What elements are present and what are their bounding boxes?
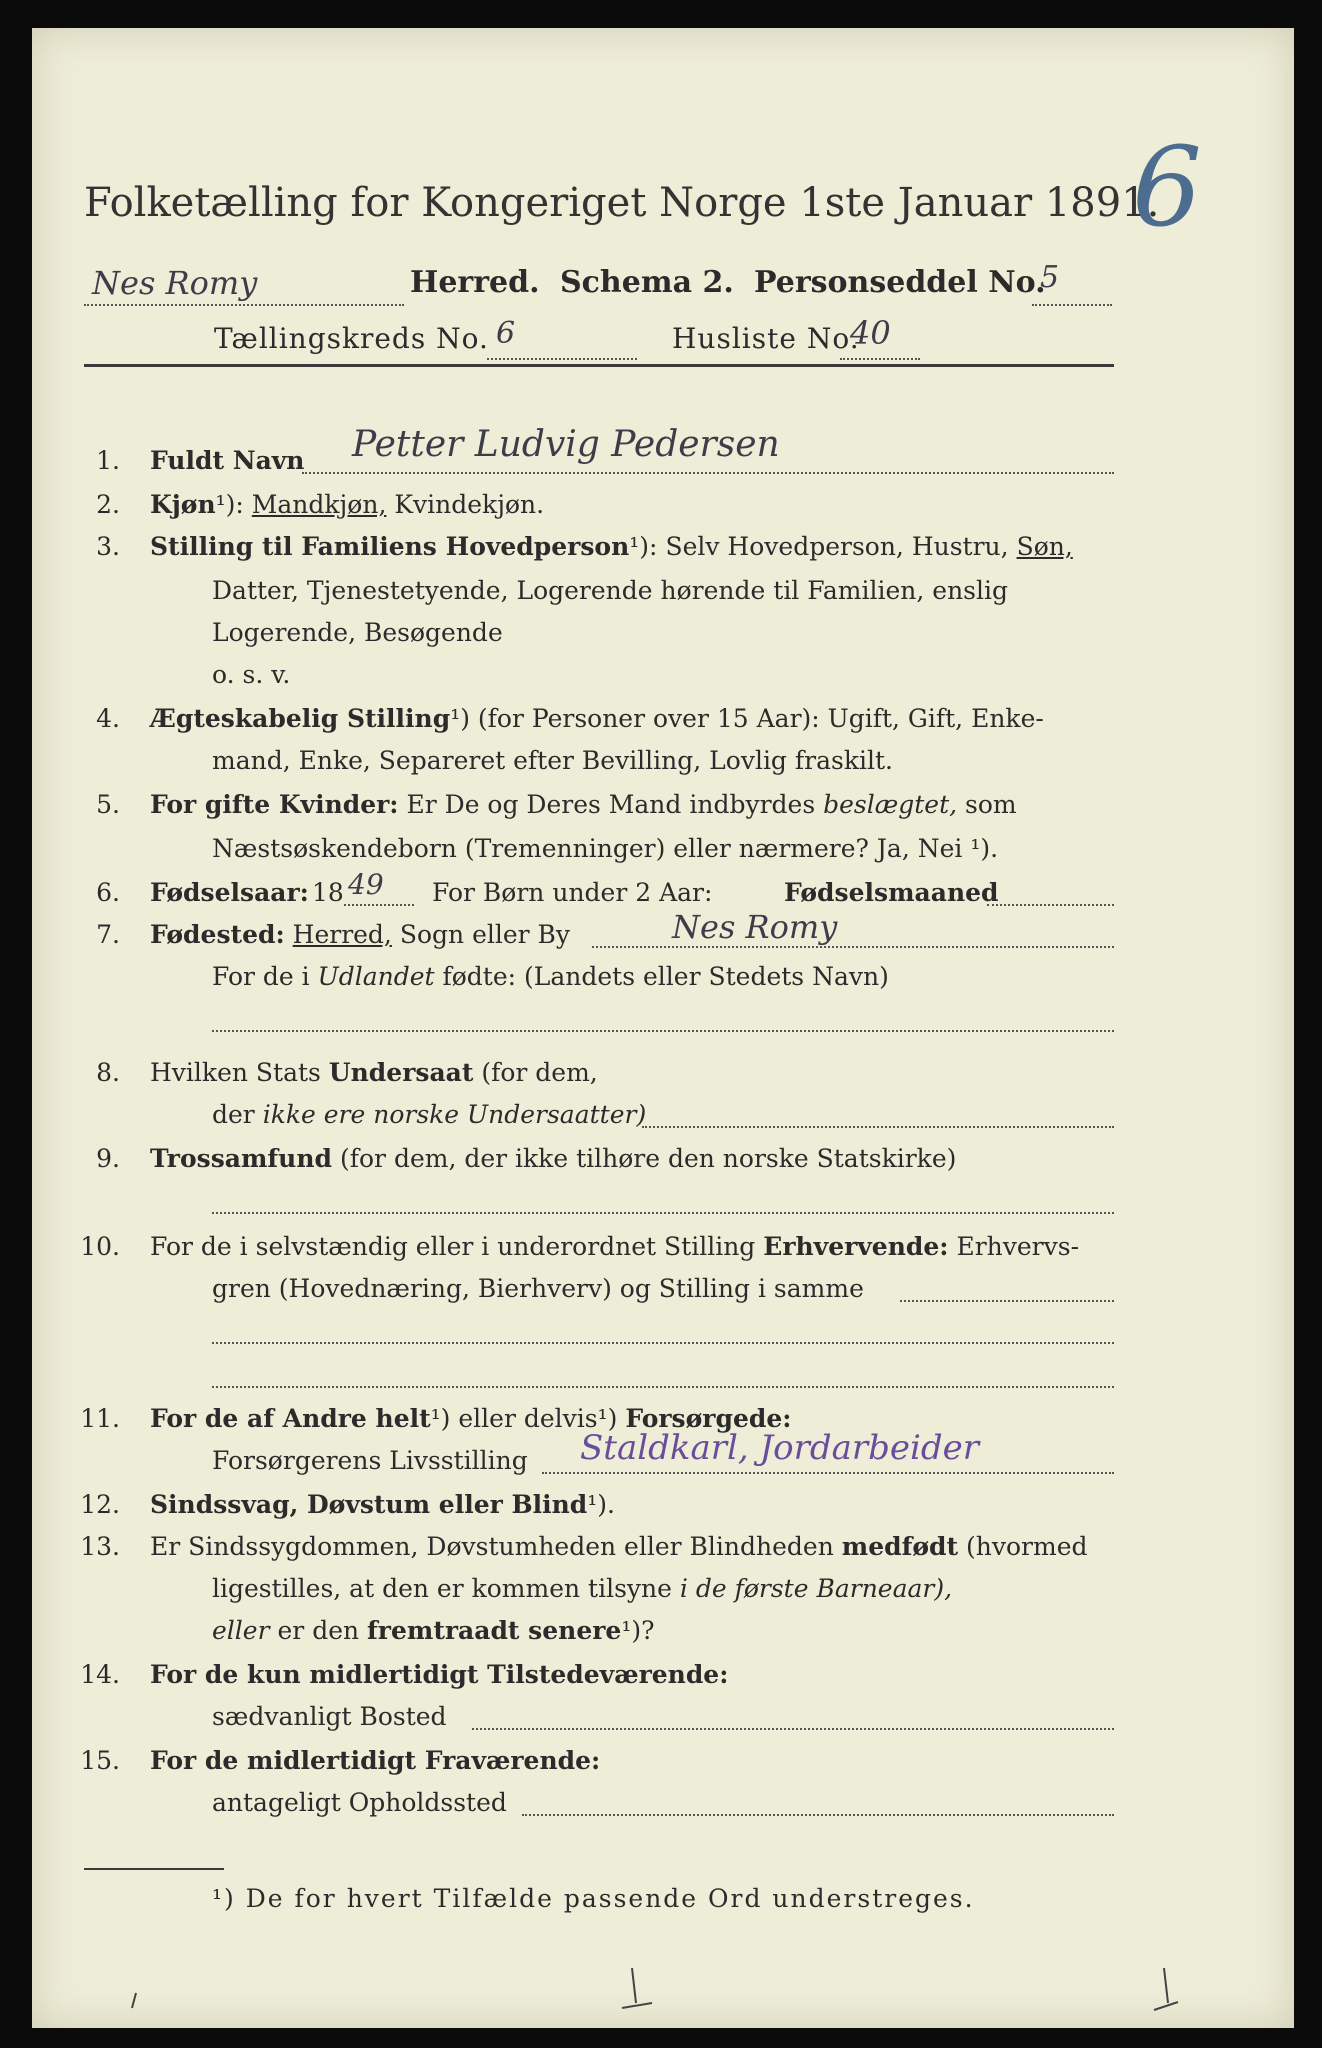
item-number: 7. bbox=[96, 920, 120, 949]
q14-line2: sædvanligt Bosted bbox=[212, 1702, 447, 1731]
q2-opt1: Mandkjøn, bbox=[251, 490, 387, 519]
q11-answer: Staldkarl, Jordarbeider bbox=[580, 1428, 980, 1468]
q11-line1c: ¹) bbox=[597, 1404, 618, 1433]
header-rule bbox=[84, 364, 1114, 367]
q13-line2a: ligestilles, at den er kommen tilsyne bbox=[212, 1574, 672, 1603]
q3-line4: o. s. v. bbox=[212, 660, 291, 689]
item-number: 12. bbox=[80, 1490, 120, 1519]
q10-line-c bbox=[212, 1386, 1114, 1388]
herred-label: Herred. bbox=[410, 265, 540, 300]
footnote: ¹) De for hvert Tilfælde passende Ord understreges. bbox=[212, 1884, 975, 1913]
husliste-value: 40 bbox=[850, 314, 891, 352]
item-number: 1. bbox=[96, 446, 120, 475]
item-number: 15. bbox=[80, 1746, 120, 1775]
q4-label: Ægteskabelig Stilling bbox=[150, 704, 451, 733]
q3-label: Stilling til Familiens Hovedperson bbox=[150, 532, 630, 561]
item-number: 3. bbox=[96, 532, 120, 561]
q1-line bbox=[302, 472, 1114, 474]
q13-line3a: eller bbox=[212, 1616, 270, 1645]
item-number: 6. bbox=[96, 878, 120, 907]
q6-label2: Fødselsmaaned bbox=[784, 878, 999, 907]
item-number: 13. bbox=[80, 1532, 120, 1561]
q3-line3: Logerende, Besøgende bbox=[212, 618, 503, 647]
q11-line bbox=[542, 1472, 1114, 1474]
q6-year-line bbox=[344, 904, 414, 906]
q15-label: For de midlertidigt Fraværende: bbox=[150, 1746, 601, 1775]
husliste-label: Husliste No. bbox=[672, 322, 860, 355]
kreds-label: Tællingskreds No. bbox=[214, 322, 489, 355]
q7-line2b: fødte: (Landets eller Stedets Navn) bbox=[442, 962, 889, 991]
q7-line2 bbox=[212, 962, 889, 992]
q7-foreign-line bbox=[212, 1030, 1114, 1032]
herred-line bbox=[84, 304, 404, 306]
q13-line2b: i de første Barneaar), bbox=[679, 1574, 953, 1603]
husliste-line bbox=[840, 358, 920, 360]
q2-label: Kjøn bbox=[150, 490, 216, 519]
q12-sup: ¹). bbox=[587, 1490, 616, 1519]
q13-line3c: ¹)? bbox=[621, 1616, 655, 1645]
q8-line2b: ikke ere norske Undersaatter) bbox=[262, 1100, 647, 1129]
q10-line-a bbox=[900, 1300, 1114, 1302]
q11-line2: Forsørgerens Livsstilling bbox=[212, 1446, 528, 1475]
item-number: 14. bbox=[80, 1660, 120, 1689]
q6-mid: For Børn under 2 Aar: bbox=[432, 878, 713, 907]
q7-udlandet: Udlandet bbox=[317, 962, 435, 991]
kreds-line bbox=[487, 358, 637, 360]
item-number: 8. bbox=[96, 1058, 120, 1087]
q4-line1 bbox=[150, 704, 1044, 734]
q5-line1-rest: Er De og Deres Mand indbyrdes bbox=[406, 790, 816, 819]
q3-line1-rest: Selv Hovedperson, Hustru, bbox=[665, 532, 1009, 561]
q4-line1-rest: ¹) (for Personer over 15 Aar): Ugift, Gift, Enke- bbox=[450, 704, 1044, 733]
q7-label: Fødested: bbox=[150, 920, 285, 949]
q13-line3b: er den bbox=[277, 1616, 360, 1645]
q15-line bbox=[522, 1814, 1114, 1816]
q8-line1b: (for dem, bbox=[481, 1058, 598, 1087]
q6-label: Fødselsaar: bbox=[150, 878, 309, 907]
footnote-rule bbox=[84, 1868, 224, 1870]
q13-line1 bbox=[150, 1532, 1088, 1562]
q8-line bbox=[642, 1126, 1114, 1128]
q7-herred: Herred, bbox=[292, 920, 392, 949]
q12-label: Sindssvag, Døvstum eller Blind bbox=[150, 1490, 588, 1519]
q6-year: 49 bbox=[348, 868, 384, 901]
q13-label: medfødt bbox=[841, 1532, 959, 1561]
q15-line2: antageligt Opholdssted bbox=[212, 1788, 507, 1817]
personseddel-line bbox=[1032, 304, 1112, 306]
q13-line1b: (hvormed bbox=[966, 1532, 1088, 1561]
q9-line bbox=[212, 1212, 1114, 1214]
q9-line1 bbox=[150, 1144, 956, 1174]
personseddel-value: 5 bbox=[1040, 260, 1060, 295]
q3-line2: Datter, Tjenestetyende, Logerende hørende til Familien, enslig bbox=[212, 576, 1009, 605]
personseddel-label: Personseddel No. bbox=[754, 265, 1046, 300]
q5-label: For gifte Kvinder: bbox=[150, 790, 399, 819]
q13-line1a: Er Sindssygdommen, Døvstumheden eller Blindheden bbox=[150, 1532, 834, 1561]
q8-line2 bbox=[212, 1100, 646, 1130]
q8-label: Undersaat bbox=[328, 1058, 474, 1087]
schema-label: Schema 2. bbox=[560, 265, 734, 300]
q9-label: Trossamfund bbox=[150, 1144, 333, 1173]
q5-som: som bbox=[965, 790, 1017, 819]
form-title: Folketælling for Kongeriget Norge 1ste Januar 1891. bbox=[84, 180, 1160, 226]
q2-opt2: Kvindekjøn. bbox=[394, 490, 545, 519]
q1-label: Fuldt Navn bbox=[150, 446, 305, 475]
q10-line1b: Erhvervs- bbox=[956, 1232, 1080, 1261]
q9-rest: (for dem, der ikke tilhøre den norske Statskirke) bbox=[339, 1144, 957, 1173]
q10-line1 bbox=[150, 1232, 1079, 1262]
kreds-value: 6 bbox=[496, 316, 516, 351]
q4-line2: mand, Enke, Separeret efter Bevilling, Lovlig fraskilt. bbox=[212, 746, 893, 775]
q10-line1a: For de i selvstændig eller i underordnet Stilling bbox=[150, 1232, 756, 1261]
bottom-marks bbox=[32, 1958, 1294, 2018]
census-form-page bbox=[32, 28, 1294, 2028]
q1-answer: Petter Ludvig Pedersen bbox=[352, 424, 780, 465]
q3-sup: ¹): bbox=[629, 532, 658, 561]
q8-line1 bbox=[150, 1058, 598, 1088]
q2-sup: ¹): bbox=[215, 490, 244, 519]
q2-line bbox=[150, 490, 544, 520]
q8-line2a: der bbox=[212, 1100, 255, 1129]
q7-line2a: For de i bbox=[212, 962, 310, 991]
item-number: 2. bbox=[96, 490, 120, 519]
q11-line1a: For de af Andre helt bbox=[150, 1404, 431, 1433]
q6-prefix: 18 bbox=[312, 878, 344, 907]
q11-label: Forsørgede: bbox=[625, 1404, 792, 1433]
herred-value: Nes Romy bbox=[92, 264, 258, 302]
q6-month-line bbox=[987, 904, 1114, 906]
q12-line1 bbox=[150, 1490, 615, 1520]
q10-line2: gren (Hovednæring, Bierhverv) og Stilling i samme bbox=[212, 1274, 864, 1303]
q7-line1 bbox=[150, 920, 570, 950]
q14-label: For de kun midlertidigt Tilstedeværende: bbox=[150, 1660, 729, 1689]
q3-line1 bbox=[150, 532, 1073, 562]
q10-label: Erhvervende: bbox=[763, 1232, 949, 1261]
q7-answer: Nes Romy bbox=[672, 908, 838, 946]
q11-line1b: ¹) eller delvis bbox=[430, 1404, 598, 1433]
q14-line bbox=[472, 1728, 1114, 1730]
q5-line2: Næstsøskendeborn (Tremenninger) eller nærmere? Ja, Nei ¹). bbox=[212, 834, 999, 863]
q13-label3: fremtraadt senere bbox=[367, 1616, 622, 1645]
q8-line1a: Hvilken Stats bbox=[150, 1058, 321, 1087]
q3-son: Søn, bbox=[1016, 532, 1073, 561]
q10-line-b bbox=[212, 1342, 1114, 1344]
q13-line2 bbox=[212, 1574, 952, 1604]
item-number: 9. bbox=[96, 1144, 120, 1173]
item-number: 5. bbox=[96, 790, 120, 819]
q5-beslaegtet: beslægtet, bbox=[823, 790, 958, 819]
q5-line1 bbox=[150, 790, 1017, 820]
q13-line3 bbox=[212, 1616, 655, 1646]
item-number: 10. bbox=[80, 1232, 120, 1261]
q7-rest: Sogn eller By bbox=[399, 920, 571, 949]
corner-number: 6 bbox=[1132, 123, 1202, 251]
q7-line bbox=[592, 946, 1114, 948]
item-number: 4. bbox=[96, 704, 120, 733]
item-number: 11. bbox=[80, 1404, 120, 1433]
